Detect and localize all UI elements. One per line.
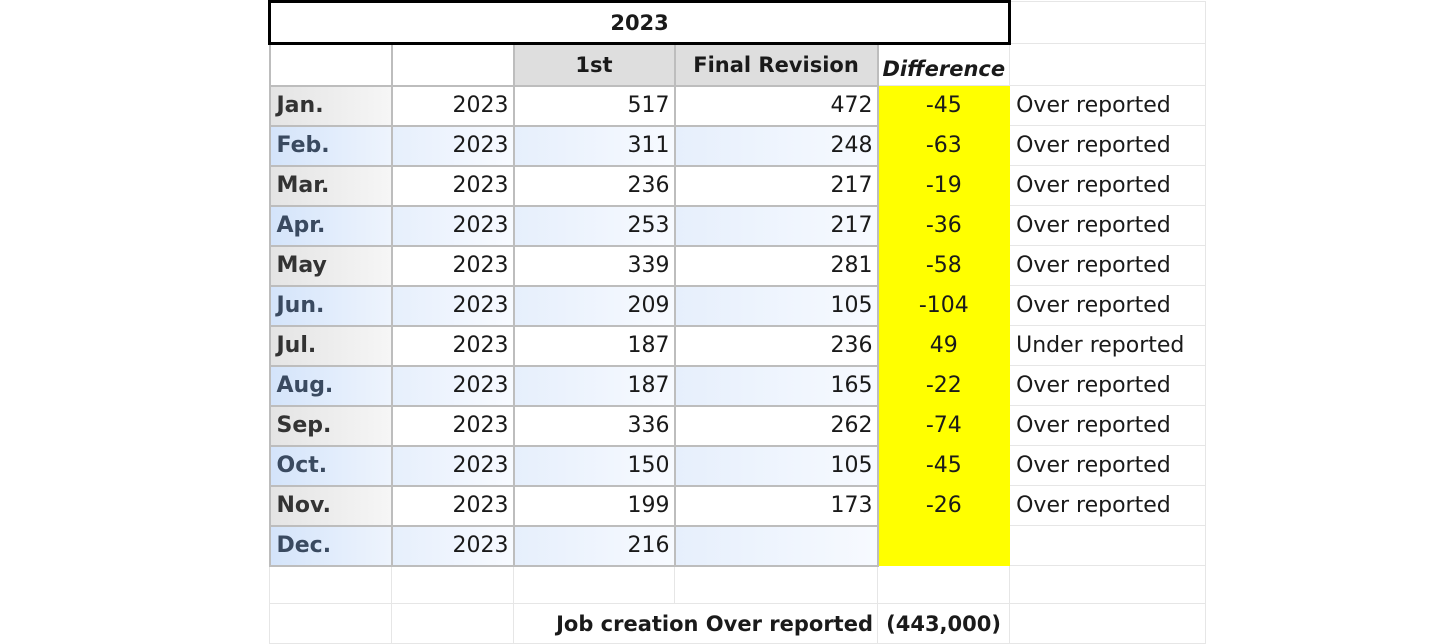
header-blank-month[interactable]	[270, 44, 392, 86]
year-cell[interactable]: 2023	[392, 126, 514, 166]
difference-cell[interactable]: -104	[878, 286, 1010, 326]
first-estimate-cell[interactable]: 236	[514, 166, 675, 206]
header-difference[interactable]: Difference	[878, 44, 1010, 86]
empty-cell[interactable]	[1010, 566, 1206, 604]
final-revision-cell[interactable]: 105	[675, 286, 878, 326]
year-cell[interactable]: 2023	[392, 486, 514, 526]
table-row	[270, 446, 1206, 486]
final-revision-cell[interactable]: 248	[675, 126, 878, 166]
header-final-revision[interactable]: Final Revision	[675, 44, 878, 86]
note-cell[interactable]: Over reported	[1010, 286, 1206, 326]
month-cell[interactable]: Jul.	[270, 326, 392, 366]
table-row	[270, 246, 1206, 286]
month-cell[interactable]: Dec.	[270, 526, 392, 566]
total-value[interactable]: (443,000)	[878, 604, 1010, 644]
empty-cell[interactable]	[270, 566, 392, 604]
first-estimate-cell[interactable]: 150	[514, 446, 675, 486]
difference-cell[interactable]: -74	[878, 406, 1010, 446]
table-row	[270, 406, 1206, 446]
table-row	[270, 286, 1206, 326]
first-estimate-cell[interactable]: 253	[514, 206, 675, 246]
difference-cell[interactable]: -45	[878, 86, 1010, 126]
note-cell[interactable]: Over reported	[1010, 406, 1206, 446]
month-cell[interactable]: May	[270, 246, 392, 286]
final-revision-cell[interactable]: 217	[675, 166, 878, 206]
sheet-body	[270, 2, 1206, 644]
year-cell[interactable]: 2023	[392, 206, 514, 246]
first-estimate-cell[interactable]: 336	[514, 406, 675, 446]
month-cell[interactable]: Mar.	[270, 166, 392, 206]
difference-cell[interactable]	[878, 526, 1010, 566]
year-cell[interactable]: 2023	[392, 406, 514, 446]
empty-cell[interactable]	[392, 566, 514, 604]
difference-cell[interactable]: -22	[878, 366, 1010, 406]
difference-cell[interactable]: -63	[878, 126, 1010, 166]
table-row	[270, 326, 1206, 366]
total-label[interactable]: Job creation Over reported	[514, 604, 878, 644]
note-cell[interactable]: Over reported	[1010, 86, 1206, 126]
empty-cell[interactable]	[675, 566, 878, 604]
table-title[interactable]: 2023	[270, 2, 1010, 44]
table-row	[270, 166, 1206, 206]
year-cell[interactable]: 2023	[392, 446, 514, 486]
difference-cell[interactable]: -19	[878, 166, 1010, 206]
note-cell[interactable]: Over reported	[1010, 246, 1206, 286]
empty-cell[interactable]	[514, 566, 675, 604]
table-row	[270, 486, 1206, 526]
final-revision-cell[interactable]: 173	[675, 486, 878, 526]
month-cell[interactable]: Nov.	[270, 486, 392, 526]
first-estimate-cell[interactable]: 209	[514, 286, 675, 326]
year-cell[interactable]: 2023	[392, 246, 514, 286]
spacer-row	[270, 566, 1206, 604]
note-cell[interactable]: Under reported	[1010, 326, 1206, 366]
first-estimate-cell[interactable]: 517	[514, 86, 675, 126]
month-cell[interactable]: Feb.	[270, 126, 392, 166]
first-estimate-cell[interactable]: 339	[514, 246, 675, 286]
note-cell[interactable]: Over reported	[1010, 446, 1206, 486]
empty-cell[interactable]	[878, 566, 1010, 604]
year-cell[interactable]: 2023	[392, 326, 514, 366]
table-row	[270, 126, 1206, 166]
table-row	[270, 86, 1206, 126]
final-revision-cell[interactable]: 262	[675, 406, 878, 446]
note-cell[interactable]: Over reported	[1010, 366, 1206, 406]
note-cell[interactable]: Over reported	[1010, 486, 1206, 526]
note-cell[interactable]: Over reported	[1010, 166, 1206, 206]
final-revision-cell[interactable]: 217	[675, 206, 878, 246]
difference-cell[interactable]: -58	[878, 246, 1010, 286]
difference-cell[interactable]: -36	[878, 206, 1010, 246]
month-cell[interactable]: Aug.	[270, 366, 392, 406]
table-row	[270, 366, 1206, 406]
note-cell[interactable]: Over reported	[1010, 126, 1206, 166]
first-estimate-cell[interactable]: 187	[514, 366, 675, 406]
final-revision-cell[interactable]: 236	[675, 326, 878, 366]
final-revision-cell[interactable]: 281	[675, 246, 878, 286]
header-first[interactable]: 1st	[514, 44, 675, 86]
title-row	[270, 2, 1206, 44]
month-cell[interactable]: Jan.	[270, 86, 392, 126]
year-cell[interactable]: 2023	[392, 366, 514, 406]
empty-cell[interactable]	[1010, 2, 1206, 44]
final-revision-cell[interactable]: 472	[675, 86, 878, 126]
empty-cell[interactable]	[1010, 44, 1206, 86]
first-estimate-cell[interactable]: 216	[514, 526, 675, 566]
final-revision-cell[interactable]	[675, 526, 878, 566]
final-revision-cell[interactable]: 165	[675, 366, 878, 406]
month-cell[interactable]: Jun.	[270, 286, 392, 326]
month-cell[interactable]: Sep.	[270, 406, 392, 446]
spreadsheet-table	[268, 0, 1206, 644]
year-cell[interactable]: 2023	[392, 526, 514, 566]
note-cell[interactable]: Over reported	[1010, 206, 1206, 246]
first-estimate-cell[interactable]: 311	[514, 126, 675, 166]
header-blank-year[interactable]	[392, 44, 514, 86]
difference-cell[interactable]: -26	[878, 486, 1010, 526]
first-estimate-cell[interactable]: 187	[514, 326, 675, 366]
final-revision-cell[interactable]: 105	[675, 446, 878, 486]
difference-cell[interactable]: 49	[878, 326, 1010, 366]
difference-cell[interactable]: -45	[878, 446, 1010, 486]
table-row	[270, 526, 1206, 566]
table-row	[270, 206, 1206, 246]
month-cell[interactable]: Oct.	[270, 446, 392, 486]
year-cell[interactable]: 2023	[392, 86, 514, 126]
first-estimate-cell[interactable]: 199	[514, 486, 675, 526]
year-cell[interactable]: 2023	[392, 286, 514, 326]
month-cell[interactable]: Apr.	[270, 206, 392, 246]
year-cell[interactable]: 2023	[392, 166, 514, 206]
note-cell[interactable]	[1010, 526, 1206, 566]
header-row	[270, 44, 1206, 86]
